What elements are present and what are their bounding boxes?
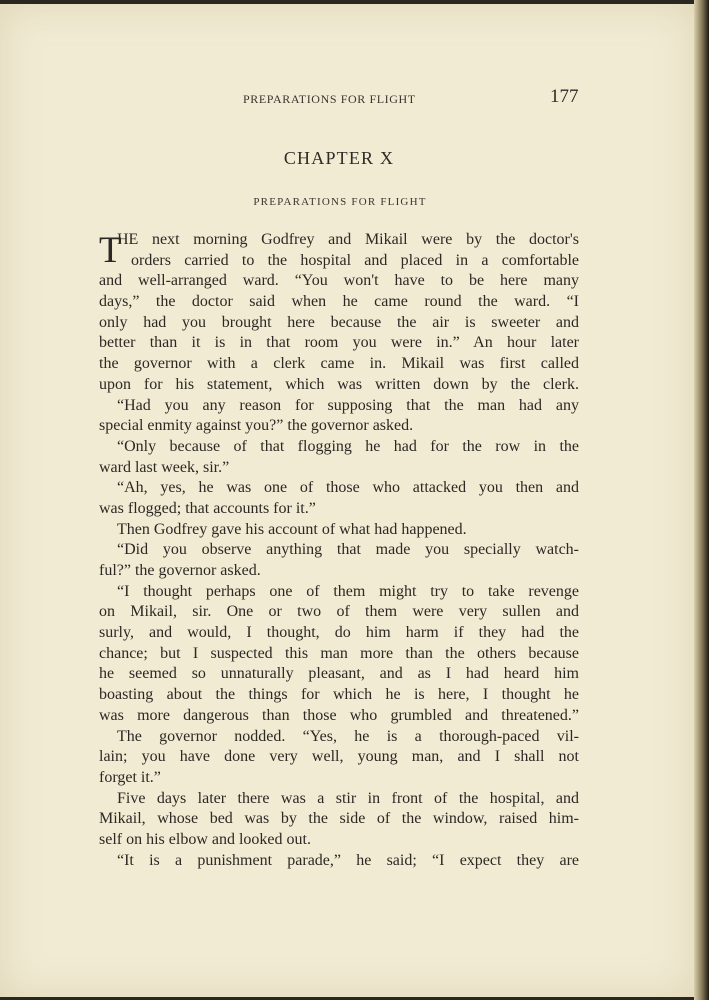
text-line: only had you brought here because the air is sweeter and	[99, 313, 579, 331]
drop-cap: T	[99, 230, 122, 271]
text-line: and well-arranged ward. “You won't have to be here many	[99, 272, 579, 290]
chapter-title: CHAPTER X	[283, 148, 395, 168]
text-line: surly, and would, I thought, do him harm if they had the	[99, 624, 579, 642]
text-line: upon for his statement, which was written down by the clerk.	[99, 375, 579, 393]
text-line: The governor nodded. “Yes, he is a thorough-paced vil-	[117, 727, 579, 745]
text-line: days,” the doctor said when he came round the ward. “I	[99, 293, 579, 311]
text-line: Mikail, whose bed was by the side of the window, raised him-	[99, 810, 579, 828]
text-line: “Ah, yes, he was one of those who attacked you then and	[117, 479, 579, 497]
text-line: “Did you observe anything that made you specially watch-	[117, 541, 579, 559]
chapter-subtitle: PREPARATIONS FOR FLIGHT	[253, 196, 427, 208]
text-line: special enmity against you?” the governor asked.	[99, 417, 414, 435]
text-line-content: orders carried to the hospital and placed in a comfortable	[131, 251, 579, 269]
text-line: forget it.”	[99, 768, 161, 786]
running-head: PREPARATIONS FOR FLIGHT	[243, 92, 416, 106]
text-line: “I thought perhaps one of them might try to take revenge	[117, 582, 579, 600]
text-line: on Mikail, sir. One or two of them were very sullen and	[99, 603, 579, 621]
text-line: lain; you have done very well, young man, and I shall not	[99, 748, 579, 766]
text-line: he seemed so unnaturally pleasant, and as I had heard him	[99, 665, 579, 683]
text-line: boasting about the things for which he is here, I thought he	[99, 686, 579, 704]
text-line: “It is a punishment parade,” he said; “I expect they are	[117, 851, 579, 869]
page-number: 177	[550, 86, 579, 107]
text-line: “Had you any reason for supposing that the man had any	[117, 396, 579, 414]
text-line-content: HE next morning Godfrey and Mikail were by the doctor's	[117, 231, 579, 248]
text-line: chance; but I suspected this man more than the others because	[99, 644, 579, 662]
text-line: was more dangerous than those who grumbled and threatened.”	[99, 706, 579, 724]
text-line: ward last week, sir.”	[99, 458, 230, 476]
text-line: ful?” the governor asked.	[99, 562, 261, 579]
text-line: the governor with a clerk came in. Mikail was first called	[99, 355, 579, 373]
text-line: self on his elbow and looked out.	[99, 830, 311, 848]
page-edge	[694, 0, 709, 1000]
text-line	[99, 251, 579, 272]
text-line: “Only because of that flogging he had for the row in the	[117, 437, 579, 455]
body-text	[99, 230, 579, 871]
text-line: was flogged; that accounts for it.”	[99, 499, 316, 517]
text-line: Five days later there was a stir in front of the hospital, and	[117, 789, 579, 807]
text-line: Then Godfrey gave his account of what had happened.	[117, 520, 467, 538]
text-line: better than it is in that room you were in.” An hour later	[99, 334, 579, 352]
